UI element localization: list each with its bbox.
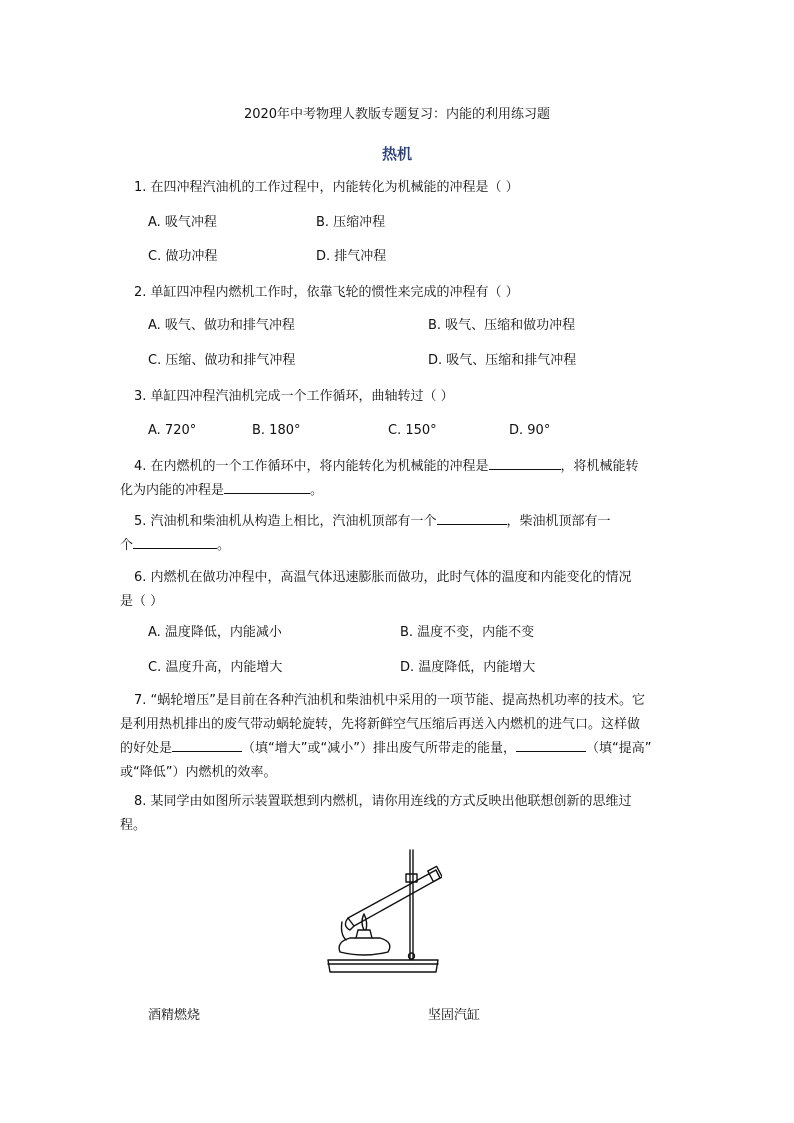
question-2-stem: 2. 单缸四冲程内燃机工作时，依靠飞轮的惯性来完成的冲程有（ ） xyxy=(134,285,519,300)
question-1-stem: 1. 在四冲程汽油机的工作过程中，内能转化为机械能的冲程是（ ） xyxy=(134,180,519,195)
q6-option-a: A. 温度降低，内能减小 xyxy=(148,625,282,640)
q6-stem-1: 6. 内燃机在做功冲程中，高温气体迅速膨胀而做功，此时气体的温度和内能变化的情况 xyxy=(134,570,632,585)
q4-text-4: 。 xyxy=(310,483,324,498)
q2-option-b: B. 吸气、压缩和做功冲程 xyxy=(428,318,576,333)
q6-option-d: D. 温度降低，内能增大 xyxy=(400,660,536,675)
question-6 xyxy=(120,566,678,614)
q2-option-a: A. 吸气、做功和排气冲程 xyxy=(148,318,295,333)
q4-blank-1[interactable] xyxy=(489,455,561,470)
question-2 xyxy=(120,281,678,305)
q5-text-4: 。 xyxy=(217,538,231,553)
q6-option-c: C. 温度升高，内能增大 xyxy=(148,660,283,675)
label-sturdy-cylinder: 坚固汽缸 xyxy=(428,1008,481,1023)
q1-option-c: C. 做功冲程 xyxy=(148,249,218,264)
label-alcohol-burning: 酒精燃烧 xyxy=(148,1008,201,1023)
q1-option-b: B. 压缩冲程 xyxy=(316,215,386,230)
q4-text-1: 4. 在内燃机的一个工作循环中，将内能转化为机械能的冲程是 xyxy=(134,459,489,474)
q2-option-c: C. 压缩、做功和排气冲程 xyxy=(148,353,296,368)
q7-blank-1[interactable] xyxy=(172,737,242,752)
q5-blank-1[interactable] xyxy=(437,510,507,525)
q6-option-b: B. 温度不变，内能不变 xyxy=(400,625,535,640)
q4-blank-2[interactable] xyxy=(224,479,310,494)
q7-line-1: 7. “蜗轮增压”是目前在各种汽油机和柴油机中采用的一项节能、提高热机功率的技术。它 xyxy=(134,693,646,708)
question-3 xyxy=(120,385,678,409)
section-title: 热机 xyxy=(381,145,412,163)
q2-option-d: D. 吸气、压缩和排气冲程 xyxy=(428,353,577,368)
document-title: 2020年中考物理人教版专题复习：内能的利用练习题 xyxy=(243,107,551,122)
q4-text-2: ，将机械能转 xyxy=(560,459,639,474)
q7-line-4: 或“降低”）内燃机的效率。 xyxy=(120,765,277,780)
q3-option-b: B. 180° xyxy=(252,423,301,438)
q4-text-3: 化为内能的冲程是 xyxy=(120,483,225,498)
q5-text-3: 个 xyxy=(120,538,134,553)
q7-line-3a: 的好处是 xyxy=(120,741,173,756)
question-5 xyxy=(120,510,678,558)
question-3-stem: 3. 单缸四冲程汽油机完成一个工作循环，曲轴转过（ ） xyxy=(134,389,454,404)
q8-line-2: 程。 xyxy=(120,818,147,833)
question-7 xyxy=(120,689,678,785)
q1-option-a: A. 吸气冲程 xyxy=(148,215,217,230)
q1-option-d: D. 排气冲程 xyxy=(316,249,387,264)
q5-text-1: 5. 汽油机和柴油机从构造上相比，汽油机顶部有一个 xyxy=(134,514,437,529)
q7-line-3b: （填“增大”或“减小”）排出废气所带走的能量， xyxy=(242,741,516,756)
question-8 xyxy=(120,790,678,838)
q7-blank-2[interactable] xyxy=(516,737,586,752)
q3-option-d: D. 90° xyxy=(509,423,551,438)
q3-option-c: C. 150° xyxy=(388,423,437,438)
question-4 xyxy=(120,455,678,503)
q6-stem-2: 是（ ） xyxy=(120,594,164,609)
q8-line-1: 8. 某同学由如图所示装置联想到内燃机，请你用连线的方式反映出他联想创新的思维过 xyxy=(134,794,632,809)
q7-line-2: 是利用热机排出的废气带动蜗轮旋转，先将新鲜空气压缩后再送入内燃机的进气口。这样做 xyxy=(120,717,641,732)
q5-text-2: ，柴油机顶部有一 xyxy=(506,514,611,529)
apparatus-illustration xyxy=(322,848,442,978)
q7-line-3c: （填“提高” xyxy=(585,741,652,756)
question-1 xyxy=(120,176,678,200)
q3-option-a: A. 720° xyxy=(148,423,197,438)
q5-blank-2[interactable] xyxy=(133,534,217,549)
